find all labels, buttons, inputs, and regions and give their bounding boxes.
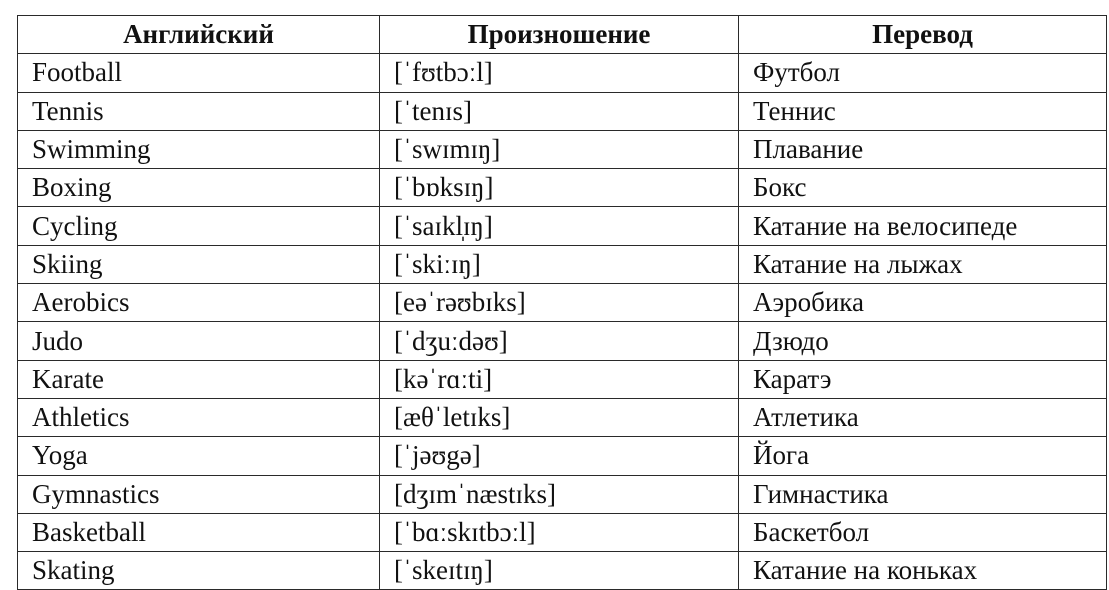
cell-translation: Аэробика <box>739 284 1107 322</box>
table-row <box>18 513 1107 551</box>
cell-english: Yoga <box>18 437 380 475</box>
table-row <box>18 169 1107 207</box>
cell-english: Judo <box>18 322 380 360</box>
cell-translation: Дзюдо <box>739 322 1107 360</box>
cell-english: Tennis <box>18 92 380 130</box>
cell-pronunciation: [ˈjəʊgə] <box>380 437 739 475</box>
cell-translation: Каратэ <box>739 360 1107 398</box>
cell-pronunciation: [ˈbɑːskɪtbɔːl] <box>380 513 739 551</box>
cell-english: Skating <box>18 552 380 590</box>
cell-translation: Футбол <box>739 54 1107 92</box>
cell-translation: Бокс <box>739 169 1107 207</box>
table-row <box>18 54 1107 92</box>
cell-english: Athletics <box>18 398 380 436</box>
table-row <box>18 245 1107 283</box>
cell-pronunciation: [æθˈletɪks] <box>380 398 739 436</box>
cell-english: Football <box>18 54 380 92</box>
header-pronunciation: Произношение <box>380 16 739 54</box>
table-row <box>18 437 1107 475</box>
cell-english: Cycling <box>18 207 380 245</box>
table-body <box>18 54 1107 590</box>
table-row <box>18 207 1107 245</box>
cell-pronunciation: [dʒɪmˈnæstɪks] <box>380 475 739 513</box>
cell-english: Gymnastics <box>18 475 380 513</box>
cell-translation: Атлетика <box>739 398 1107 436</box>
header-english: Английский <box>18 16 380 54</box>
cell-english: Basketball <box>18 513 380 551</box>
cell-translation: Баскетбол <box>739 513 1107 551</box>
cell-translation: Йога <box>739 437 1107 475</box>
cell-pronunciation: [kəˈrɑːti] <box>380 360 739 398</box>
header-translation: Перевод <box>739 16 1107 54</box>
cell-pronunciation: [ˈdʒuːdəʊ] <box>380 322 739 360</box>
header-row <box>18 16 1107 54</box>
cell-translation: Гимнастика <box>739 475 1107 513</box>
table-row <box>18 130 1107 168</box>
cell-pronunciation: [ˈfʊtbɔːl] <box>380 54 739 92</box>
cell-translation: Плавание <box>739 130 1107 168</box>
table-row <box>18 322 1107 360</box>
cell-pronunciation: [eəˈrəʊbɪks] <box>380 284 739 322</box>
cell-translation: Катание на велосипеде <box>739 207 1107 245</box>
cell-english: Swimming <box>18 130 380 168</box>
cell-translation: Катание на лыжах <box>739 245 1107 283</box>
sports-vocabulary-table <box>17 15 1107 590</box>
cell-pronunciation: [ˈswɪmɪŋ] <box>380 130 739 168</box>
cell-pronunciation: [ˈskiːɪŋ] <box>380 245 739 283</box>
cell-english: Karate <box>18 360 380 398</box>
cell-translation: Теннис <box>739 92 1107 130</box>
cell-english: Boxing <box>18 169 380 207</box>
cell-english: Aerobics <box>18 284 380 322</box>
table-row <box>18 360 1107 398</box>
cell-translation: Катание на коньках <box>739 552 1107 590</box>
table-row <box>18 552 1107 590</box>
table-row <box>18 475 1107 513</box>
cell-pronunciation: [ˈskeɪtɪŋ] <box>380 552 739 590</box>
table-row <box>18 398 1107 436</box>
cell-pronunciation: [ˈsaɪkl̩ɪŋ] <box>380 207 739 245</box>
cell-pronunciation: [ˈbɒksɪŋ] <box>380 169 739 207</box>
table-row <box>18 284 1107 322</box>
cell-pronunciation: [ˈtenɪs] <box>380 92 739 130</box>
table-row <box>18 92 1107 130</box>
cell-english: Skiing <box>18 245 380 283</box>
